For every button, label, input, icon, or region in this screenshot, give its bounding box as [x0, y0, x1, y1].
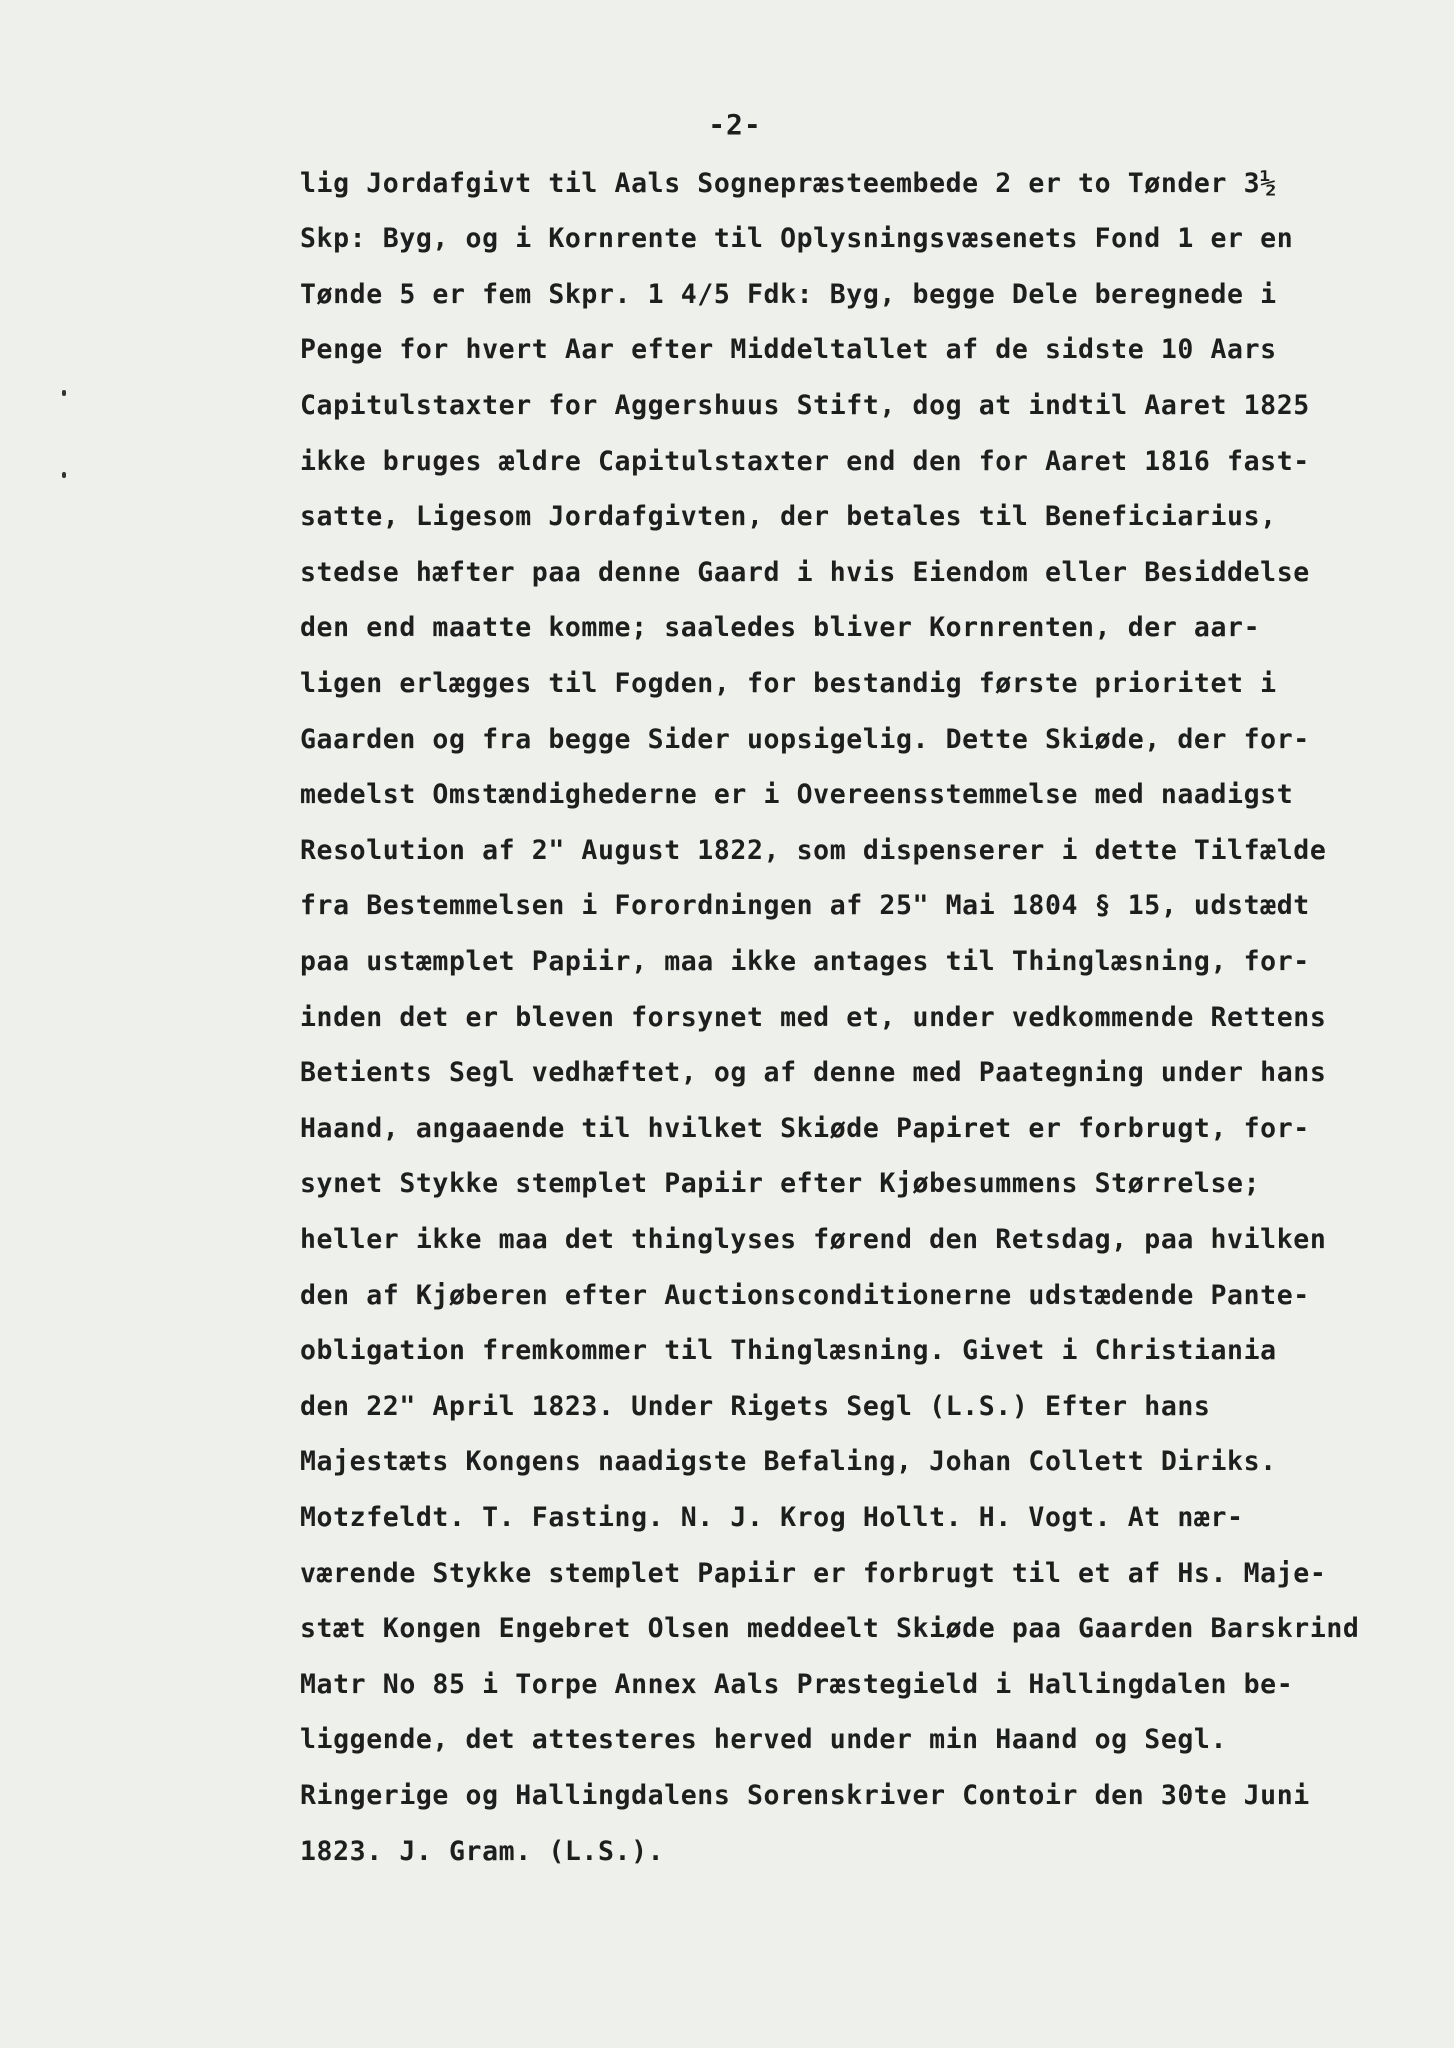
text-line: ligen erlægges til Fogden, for bestandig første prioritet i — [300, 668, 1277, 699]
text-line: synet Stykke stemplet Papiir efter Kjøbesummens Størrelse; — [300, 1168, 1261, 1199]
text-line: ikke bruges ældre Capitulstaxter end den for Aaret 1816 fast- — [300, 446, 1310, 477]
margin-dot-mark — [62, 390, 66, 396]
text-line: Majestæts Kongens naadigste Befaling, Johan Collett Diriks. — [300, 1446, 1277, 1477]
text-line: liggende, det attesteres herved under min Haand og Segl. — [300, 1724, 1228, 1755]
text-line: Ringerige og Hallingdalens Sorenskriver Contoir den 30te Juni — [300, 1780, 1310, 1811]
text-line: den end maatte komme; saaledes bliver Kornrenten, der aar- — [300, 612, 1261, 643]
text-line: Haand, angaaende til hvilket Skiøde Papiret er forbrugt, for- — [300, 1113, 1310, 1144]
text-line: satte, Ligesom Jordafgivten, der betales til Beneficiarius, — [300, 501, 1277, 532]
text-line: Penge for hvert Aar efter Middeltallet af de sidste 10 Aars — [300, 334, 1277, 365]
text-line: Capitulstaxter for Aggershuus Stift, dog at indtil Aaret 1825 — [300, 390, 1310, 421]
text-line: paa ustæmplet Papiir, maa ikke antages til Thinglæsning, for- — [300, 946, 1310, 977]
text-line: Tønde 5 er fem Skpr. 1 4/5 Fdk: Byg, begge Dele beregnede i — [300, 279, 1277, 310]
text-line: Matr No 85 i Torpe Annex Aals Præstegield i Hallingdalen be- — [300, 1669, 1294, 1700]
text-line: stedse hæfter paa denne Gaard i hvis Eiendom eller Besiddelse — [300, 557, 1310, 588]
text-line: Motzfeldt. T. Fasting. N. J. Krog Hollt. H. Vogt. At nær- — [300, 1502, 1244, 1533]
text-line: den af Kjøberen efter Auctionsconditionerne udstædende Pante- — [300, 1280, 1310, 1311]
text-line: heller ikke maa det thinglyses førend den Retsdag, paa hvilken — [300, 1224, 1327, 1255]
text-line: 1823. J. Gram. (L.S.). — [300, 1836, 665, 1867]
margin-dot-mark — [62, 472, 66, 478]
text-line: Skp: Byg, og i Kornrente til Oplysningsvæsenets Fond 1 er en — [300, 223, 1294, 254]
text-line: inden det er bleven forsynet med et, under vedkommende Rettens — [300, 1002, 1327, 1033]
text-line: værende Stykke stemplet Papiir er forbrugt til et af Hs. Maje- — [300, 1558, 1327, 1589]
text-line: medelst Omstændighederne er i Overeensstemmelse med naadigst — [300, 779, 1294, 810]
text-line: obligation fremkommer til Thinglæsning. Givet i Christiania — [300, 1335, 1277, 1366]
page-number: -2- — [708, 108, 762, 141]
text-line: den 22" April 1823. Under Rigets Segl (L.S.) Efter hans — [300, 1391, 1211, 1422]
text-line: stæt Kongen Engebret Olsen meddeelt Skiøde paa Gaarden Barskrind — [300, 1613, 1360, 1644]
text-line: Resolution af 2" August 1822, som dispenserer i dette Tilfælde — [300, 835, 1327, 866]
text-line: fra Bestemmelsen i Forordningen af 25" Mai 1804 § 15, udstædt — [300, 890, 1310, 921]
text-line: lig Jordafgivt til Aals Sognepræsteembede 2 er to Tønder 3½ — [300, 168, 1277, 199]
text-line: Betients Segl vedhæftet, og af denne med Paategning under hans — [300, 1057, 1327, 1088]
text-line: Gaarden og fra begge Sider uopsigelig. Dette Skiøde, der for- — [300, 724, 1310, 755]
